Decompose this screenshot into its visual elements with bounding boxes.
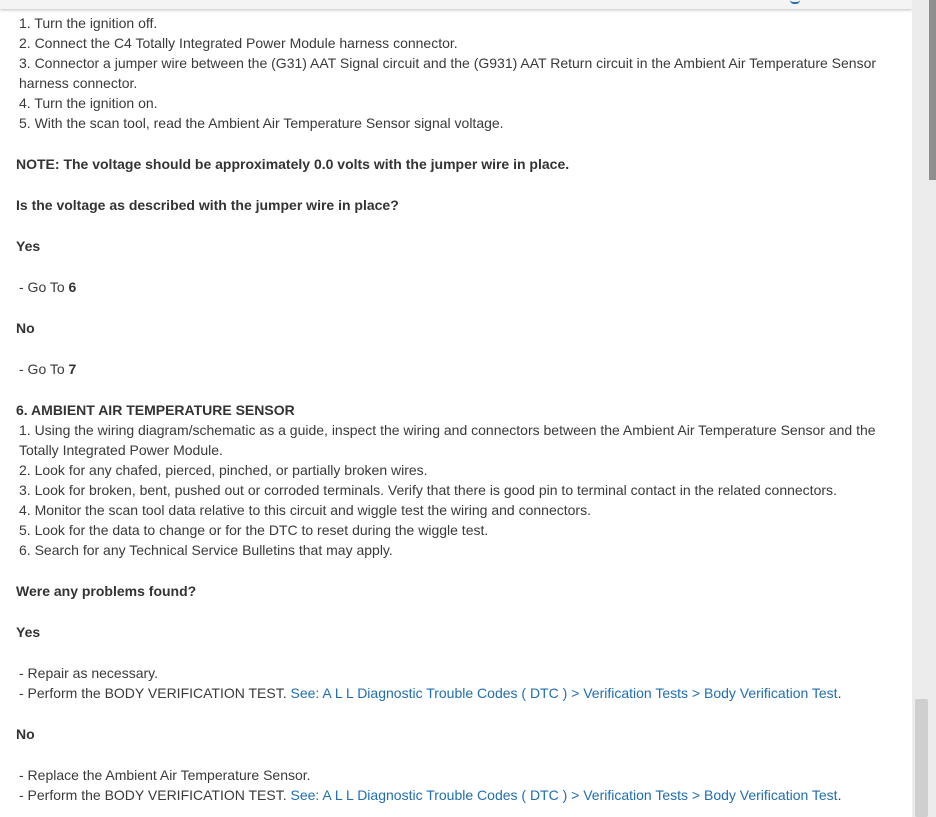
step-6-6: 6. Search for any Technical Service Bulletins that may apply. — [19, 542, 393, 558]
action-prefix: - Perform the BODY VERIFICATION TEST. — [19, 685, 291, 701]
step-1-3: 3. Connector a jumper wire between the (G31) AAT Signal circuit and the (G931) AAT Return circuit in the Ambient Air Temperature Sensor harness connector. — [19, 55, 877, 91]
go-to-step-number: 7 — [68, 361, 77, 377]
step-6-5: 5. Look for the data to change or for the DTC to reset during the wiggle test. — [19, 522, 489, 538]
action-replace-sensor: - Replace the Ambient Air Temperature Sensor. — [19, 767, 311, 783]
note-text: NOTE: The voltage should be approximately 0.0 volts with the jumper wire in place. — [16, 156, 570, 172]
section-6-title: 6. AMBIENT AIR TEMPERATURE SENSOR — [16, 402, 295, 418]
action-perform-verification — [16, 785, 900, 805]
step-6-4: 4. Monitor the scan tool data relative to this circuit and wiggle test the wiring and connectors. — [19, 502, 591, 518]
go-to-step-number: 6 — [68, 279, 77, 295]
action-suffix: . — [837, 787, 842, 803]
action-perform-verification — [16, 683, 900, 703]
action-repair: - Repair as necessary. — [19, 665, 159, 681]
answer-no-label: No — [16, 726, 35, 742]
top-toolbar — [0, 0, 912, 9]
go-to-prefix: - Go To — [19, 361, 69, 377]
answer-yes-label: Yes — [16, 238, 41, 254]
go-to-7 — [16, 359, 900, 379]
question-voltage: Is the voltage as described with the jumper wire in place? — [16, 197, 399, 213]
go-to-6 — [16, 277, 900, 297]
question-problems: Were any problems found? — [16, 583, 197, 599]
action-suffix: . — [837, 685, 842, 701]
scrollbar-thumb[interactable] — [915, 699, 928, 817]
step-6-3: 3. Look for broken, bent, pushed out or corroded terminals. Verify that there is good pin to terminal contact in the related connectors. — [19, 482, 837, 498]
body-verification-link[interactable]: See: A L L Diagnostic Trouble Codes ( DTC ) > Verification Tests > Body Verification Test — [290, 685, 838, 701]
answer-yes-label: Yes — [16, 624, 41, 640]
step-1-4: 4. Turn the ignition on. — [19, 95, 158, 111]
step-6-2: 2. Look for any chafed, pierced, pinched, or partially broken wires. — [19, 462, 428, 478]
step-1-1: 1. Turn the ignition off. — [19, 15, 158, 31]
body-verification-link[interactable]: See: A L L Diagnostic Trouble Codes ( DTC ) > Verification Tests > Body Verification Test — [290, 787, 838, 803]
answer-no-label: No — [16, 320, 35, 336]
step-6-1: 1. Using the wiring diagram/schematic as a guide, inspect the wiring and connectors between the Ambient Air Temperature Sensor and the Totally Integrated Power Module. — [19, 422, 876, 458]
action-prefix: - Perform the BODY VERIFICATION TEST. — [19, 787, 291, 803]
toolbar-accent-icon — [790, 0, 800, 4]
go-to-prefix: - Go To — [19, 279, 69, 295]
step-1-2: 2. Connect the C4 Totally Integrated Power Module harness connector. — [19, 35, 458, 51]
procedure-content — [16, 13, 900, 805]
step-1-5: 5. With the scan tool, read the Ambient Air Temperature Sensor signal voltage. — [19, 115, 504, 131]
window-edge — [929, 0, 936, 180]
